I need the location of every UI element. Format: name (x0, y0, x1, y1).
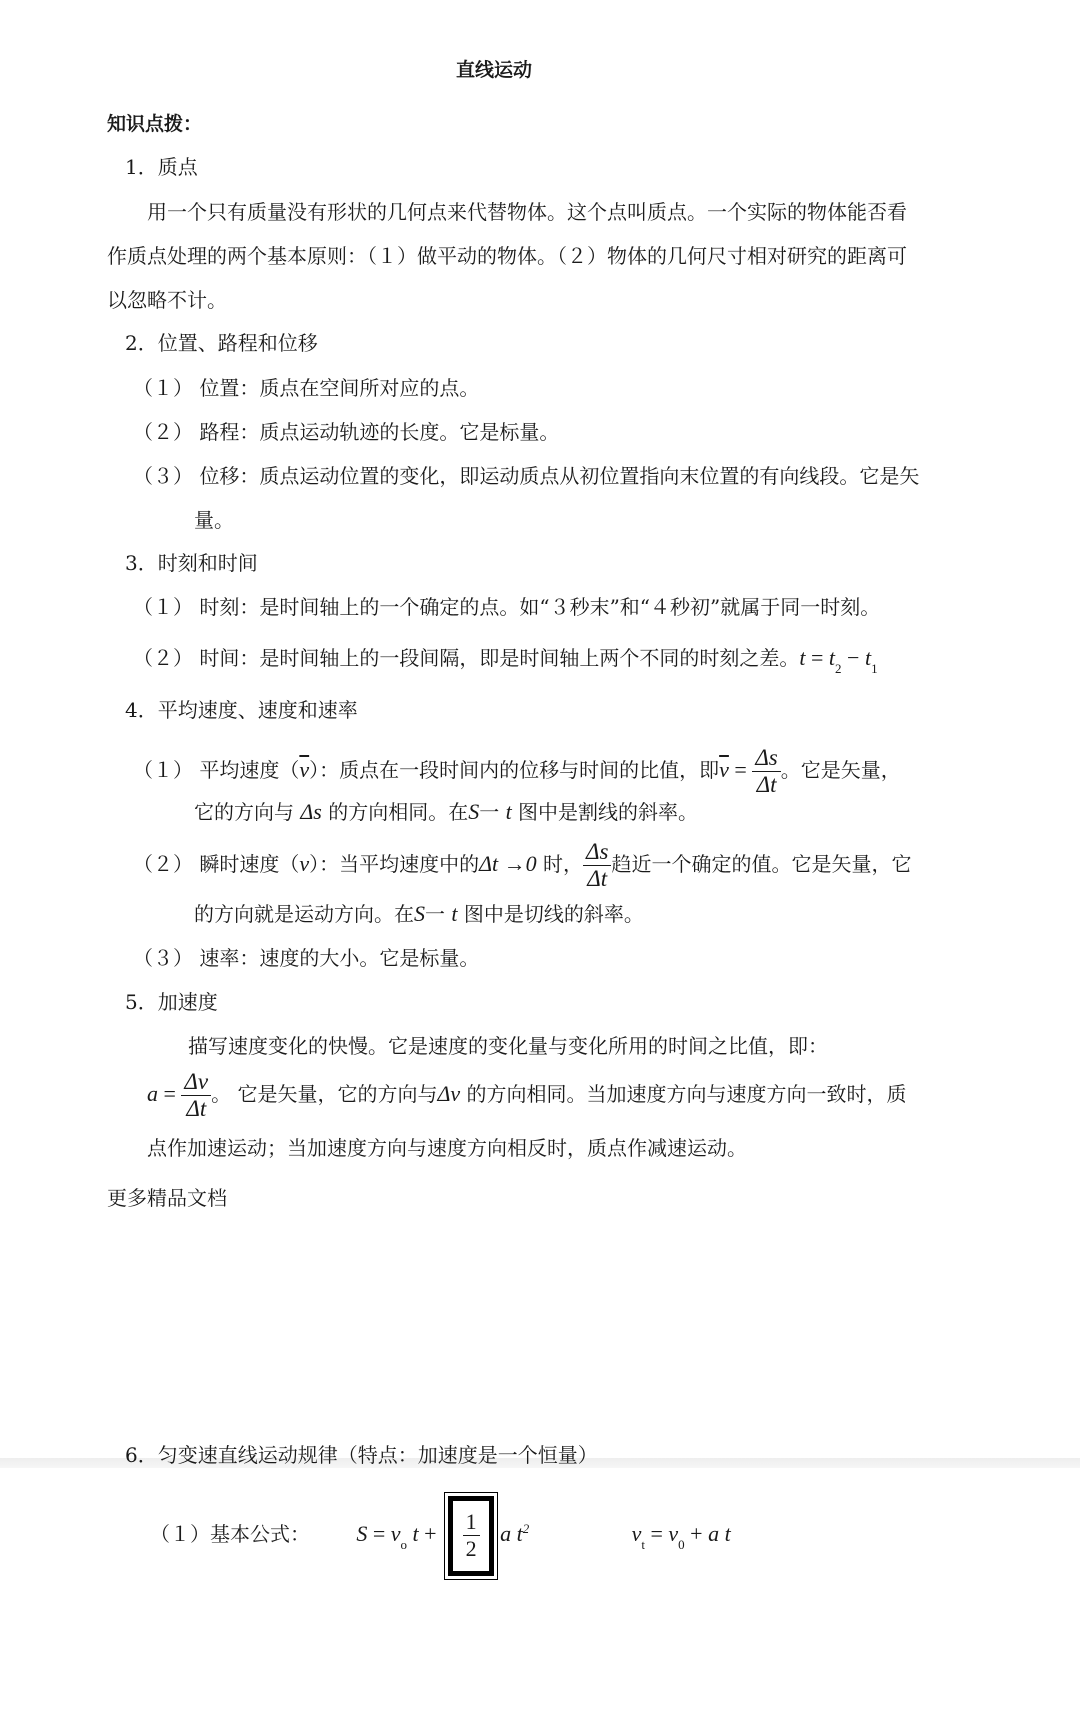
t-symbol: t (451, 901, 458, 926)
section-4-item-2 (133, 834, 911, 894)
symbol-s: S (356, 1521, 368, 1546)
item-2-cont-text-a: 的方向就是运动方向。在 (194, 902, 414, 926)
section-4-title: 4．平均速度、速度和速率 (125, 698, 358, 722)
subscript-o: o (400, 1537, 408, 1552)
section-heading: 知识点拨： (107, 113, 203, 135)
fraction-denominator: Δt (756, 772, 777, 797)
s-symbol: S (468, 799, 480, 824)
displacement-formula (356, 1509, 530, 1562)
symbol-t: t (511, 1521, 523, 1546)
item-1-text-b: ）：质点在一段时间内的位移与时间的比值，即 (309, 758, 720, 782)
equals-sign: = (728, 757, 753, 782)
item-2-text-b: ）：当平均速度中的 (309, 852, 480, 876)
delta-t-to-zero: Δt →0 (479, 851, 537, 876)
line-2-text-a: 。 它是矢量，它的方向与 (211, 1082, 438, 1106)
fraction-denominator: Δt (587, 866, 608, 891)
formula-t: t (799, 645, 806, 670)
item-2-text-a: （２） 瞬时速度（ (133, 852, 300, 876)
formula-t2: t (828, 645, 836, 670)
item-2-text-c: 时， (536, 852, 584, 876)
document-title: 直线运动 (456, 59, 533, 81)
item-2-cont-text-b: 图中是切线的斜率。 (457, 902, 644, 926)
section-6-title: 6．匀变速直线运动规律（特点：加速度是一个恒量） (125, 1443, 598, 1467)
equals-sign: = (367, 1521, 391, 1546)
section-3-item-2-text: （２） 时间：是时间轴上的一段间隔，即是时间轴上两个不同的时刻之差。 (133, 646, 800, 670)
delta-s-symbol: Δs (300, 799, 322, 824)
subscript-0: 0 (678, 1537, 685, 1552)
fraction-denominator: Δt (186, 1096, 207, 1121)
section-3-item-1: （１） 时刻：是时间轴上的一个确定的点。如“３秒末”和“４秒初”就属于同一时刻。 (133, 595, 881, 619)
formula-minus: − (841, 645, 865, 670)
item-2-text-d: 趋近一个确定的值。它是矢量，它 (611, 852, 912, 876)
symbol-t: t (719, 1521, 731, 1546)
section-3-item-2 (133, 644, 878, 683)
item-1-text-a: （１） 平均速度（ (133, 758, 300, 782)
footer-text: 更多精品文档 (107, 1186, 227, 1210)
section-4-item-3: （３） 速率：速度的大小。它是标量。 (133, 946, 480, 970)
velocity-symbol: v (299, 851, 310, 876)
section-2-item-3: （３） 位移：质点运动位置的变化，即运动质点从初位置指向末位置的有向线段。它是矢 (133, 464, 920, 488)
acceleration-fraction (181, 1069, 211, 1122)
section-6-item-1 (150, 1486, 731, 1572)
dash-symbol: 一 (479, 800, 506, 824)
average-velocity-fraction (752, 745, 780, 798)
symbol-a: a (708, 1521, 720, 1546)
item-1-cont-text-b: 的方向相同。在 (321, 800, 469, 824)
symbol-v: v (631, 1521, 642, 1546)
section-5-paragraph-line-2 (147, 1064, 907, 1124)
formula-sub-2: 2 (835, 661, 842, 676)
s-symbol: S (414, 901, 425, 926)
section-1-paragraph-line-2: 作质点处理的两个基本原则：（１）做平动的物体。（２）物体的几何尺寸相对研究的距离可 (107, 244, 907, 268)
half-fraction (463, 1509, 480, 1562)
formula-t1: t (864, 645, 872, 670)
section-3-title: 3．时刻和时间 (125, 551, 258, 575)
delta-v-symbol: Δv (437, 1081, 461, 1106)
section-1-paragraph-line-1: 用一个只有质量没有形状的几何点来代替物体。这个点叫质点。一个实际的物体能否看 (147, 200, 907, 224)
plus-sign: + (418, 1521, 443, 1546)
section-4-item-1-cont (194, 798, 698, 826)
section-2-item-1: （１） 位置：质点在空间所对应的点。 (133, 376, 480, 400)
t-symbol: t (505, 799, 512, 824)
symbol-v0: v (668, 1521, 679, 1546)
plus-sign: + (684, 1521, 709, 1546)
section-2-item-3-cont: 量。 (194, 508, 234, 532)
line-2-text-b: 的方向相同。当加速度方向与速度方向一致时，质 (460, 1082, 907, 1106)
item-1-text-c: 。它是矢量， (780, 758, 901, 782)
fraction-numerator: Δv (181, 1069, 211, 1096)
section-1-paragraph-line-3: 以忽略不计。 (107, 288, 227, 312)
superscript-2: 2 (522, 1521, 530, 1536)
fraction-numerator: Δs (752, 745, 780, 772)
average-velocity-symbol: $\overline{v}$ (299, 757, 310, 782)
velocity-formula (631, 1521, 731, 1552)
instant-velocity-fraction (583, 839, 611, 892)
subscript-t: t (641, 1537, 645, 1552)
fraction-denominator: 2 (465, 1536, 477, 1562)
equals-sign: = (644, 1521, 669, 1546)
section-2-title: 2．位置、路程和位移 (125, 331, 318, 355)
item-1-cont-text-a: 它的方向与 (194, 800, 301, 824)
formula-equals: = (805, 645, 829, 670)
equals-sign: = (158, 1081, 182, 1106)
section-2-item-2: （２） 路程：质点运动轨迹的长度。它是标量。 (133, 420, 560, 444)
item-1-cont-text-c: 图中是割线的斜率。 (511, 800, 699, 824)
section-4-item-1 (133, 740, 901, 800)
half-fraction-box (448, 1496, 494, 1576)
section-5-paragraph-line-3: 点作加速运动；当加速度方向与速度方向相反时，质点作减速运动。 (147, 1136, 747, 1160)
section-5-title: 5．加速度 (125, 990, 218, 1014)
section-1-title: 1．质点 (125, 155, 198, 179)
section-4-item-2-cont (194, 900, 644, 928)
formula-sub-1: 1 (871, 661, 878, 676)
acceleration-symbol: a (147, 1081, 158, 1106)
document-page-2 (0, 1443, 1080, 1731)
time-difference-formula (799, 645, 878, 676)
dash-symbol: 一 (425, 902, 452, 926)
fraction-numerator: 1 (463, 1509, 480, 1536)
symbol-a: a (500, 1521, 512, 1546)
symbol-t: t (407, 1521, 419, 1546)
fraction-numerator: Δs (583, 839, 611, 866)
section-5-paragraph-line-1: 描写速度变化的快慢。它是速度的变化量与变化所用的时间之比值，即： (188, 1034, 828, 1058)
symbol-v: v (390, 1521, 401, 1546)
item-1-label: （１）基本公式： (150, 1522, 310, 1546)
average-velocity-symbol-2: $\overline{v}$ (719, 757, 729, 782)
